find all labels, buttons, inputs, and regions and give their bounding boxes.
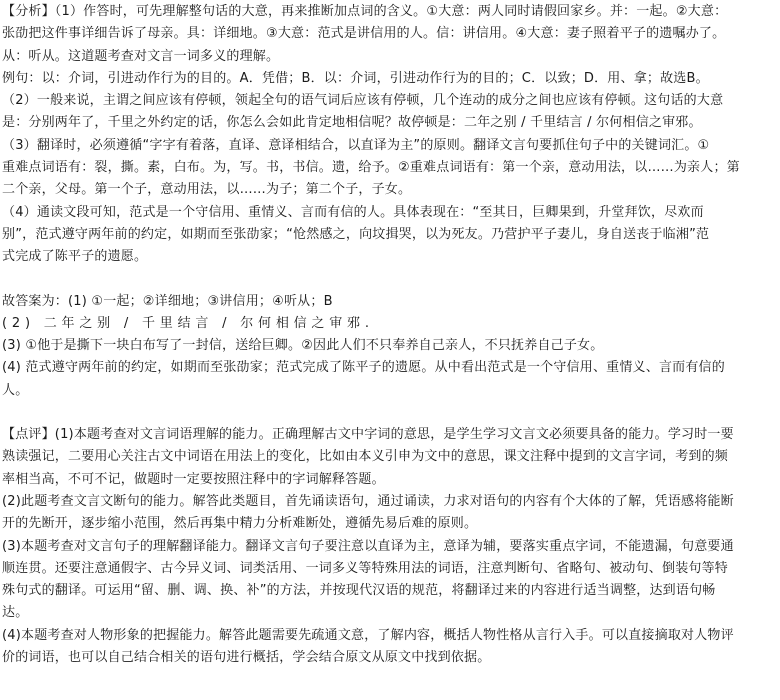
comment-line: 【点评】(1)本题考查对文言词语理解的能力。正确理解古文中字词的意思，是学生学习文言文必须要具备的能力。学习时一要 [2,427,734,443]
comment-line: (3)本题考查对文言句子的理解翻译能力。翻译文言句子要注意以直译为主，意译为辅，要落实重点字词，不能遗漏，句意要通 [2,538,734,554]
section-gap [2,402,774,424]
analysis-line: 例句：以：介词，引进动作行为的目的。A．凭借；B．以：介词，引进动作行为的目的；C．以致；D．用、拿；故选B。 [2,70,709,86]
answer-line-2: (2) 二年之别 / 千里结言 / 尔何相信之审邪. [2,315,374,331]
analysis-line: 【分析】（1）作答时，可先理解整句话的大意，再来推断加点词的含义。①大意：两人同时请假回家乡。并：一起。②大意： [2,4,728,19]
answer-line-4: (4) 范式遵守两年前的约定，如期而至张劭家；范式完成了陈平子的遗愿。从中看出范式是一个守信用、重情义、言而有信的 [2,360,725,376]
answer-line-4-cont: 人。 [2,382,29,398]
analysis-line: 张劭把这件事详细告诉了母亲。具：详细地。③大意：范式是讲信用的人。信：讲信用。④大意：妻子照着平子的遗嘱办了。 [2,26,726,42]
answer-line-1: 故答案为：(1) ①一起；②详细地；③讲信用；④听从；B [2,293,333,309]
analysis-line: 是：分别两年了，千里之外约定的话，你怎么会如此肯定地相信呢？故停顿是：二年之别 / 千里结言 / 尔何相信之审邪。 [2,115,702,131]
answer-line-3: (3) ①他于是撕下一块白布写了一封信，送给巨卿。②因此人们不只奉养自己亲人，不只抚养自己子女。 [2,338,604,354]
analysis-line: 重难点词语有：裂，撕。素，白布。为，写。书，书信。遗，给予。②重难点词语有：第一个亲，意动用法，以……为亲人；第 [2,160,740,176]
comment-line: (2)此题考查文言文断句的能力。解答此类题目，首先诵读语句，通过诵读，力求对语句的内容有个大体的了解，凭语感将能断 [2,493,734,509]
comment-line: 价的词语，也可以自己结合相关的语句进行概括，学会结合原文从原文中找到依据。 [2,650,491,666]
analysis-line: （2）一般来说，主谓之间应该有停顿，领起全句的语气词后应该有停顿，几个连动的成分之间也应该有停顿。这句话的大意 [2,93,724,109]
analysis-section [2,1,774,269]
analysis-line: （3）翻译时，必须遵循“字字有着落，直译、意译相结合，以直译为主”的原则。翻译文言句要抓住句子中的关键词汇。① [2,137,710,153]
comment-line: 开的先断开，逐步缩小范围，然后再集中精力分析难断处，遵循先易后难的原则。 [2,516,478,532]
analysis-line: 别”，范式遵守两年前的约定，如期而至张劭家；“怆然感之，向坟揖哭，以为死友。乃营护平子妻儿，身自送丧于临湘”范 [2,226,710,242]
comment-section [2,424,774,669]
analysis-line: 二个亲，父母。第一个子，意动用法，以……为子；第二个子，子女。 [2,182,412,198]
comment-line: 率相当高，不可不记，做题时一定要按照注释中的字词解释答题。 [2,471,385,487]
analysis-line: 式完成了陈平子的遗愿。 [2,249,148,265]
comment-line: 殊句式的翻译。可运用“留、删、调、换、补”的方法，并按现代汉语的规范，将翻译过来的内容进行适当调整，达到语句畅 [2,583,716,599]
answer-section [2,291,774,402]
comment-line: 熟读强记，二要用心关注古文中词语在用法上的变化，比如由本义引申为文中的意思，课文注释中提到的文言字词，考到的频 [2,449,729,465]
comment-line: 达。 [2,605,29,621]
analysis-line: 从：听从。这道题考查对文言一词多义的理解。 [2,48,280,64]
comment-line: (4)本题考查对人物形象的把握能力。解答此题需要先疏通文意，了解内容，概括人物性格从言行入手。可以直接摘取对人物评 [2,627,734,643]
section-gap [2,269,774,291]
comment-line: 顺连贯。还要注意通假字、古今异义词、词类活用、一词多义等特殊用法的词语，注意判断句、省略句、被动句、倒装句等特 [2,560,729,576]
analysis-line: （4）通读文段可知，范式是一个守信用、重情义、言而有信的人。具体表现在：“至其日，巨卿果到，升堂拜饮，尽欢而 [2,204,704,220]
